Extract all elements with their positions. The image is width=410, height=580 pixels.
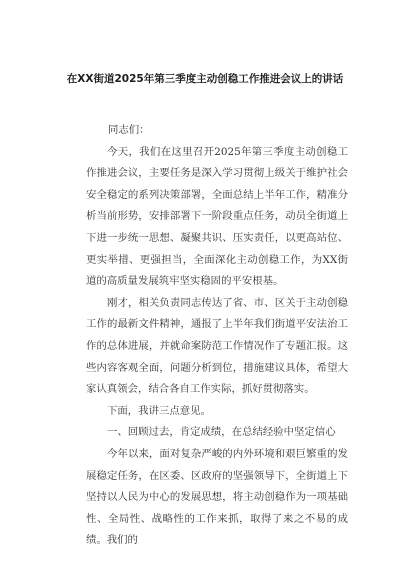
paragraph-review: 今年以来，面对复杂严峻的内外环境和艰巨繁重的发展稳定任务，在区委、区政府的坚强领导下，全街道上下坚持以人民为中心的发展思想，将主动创稳作为一项基础性、全局性、战略性的工作来抓，取得了来之不易的成绩。我们的 <box>86 447 348 547</box>
paragraph-report-summary: 刚才，相关负责同志传达了省、市、区关于主动创稳工作的最新文件精神，通报了上半年我们街道平安法治工作的总体进展，并就命案防范工作情况作了专题汇报。这些内容客观全面，问题分析到位，措施建议具体，希望大家认真领会，结合各自工作实际，抓好贯彻落实。 <box>86 296 348 396</box>
document-body <box>86 120 348 552</box>
paragraph-three-points: 下面，我讲三点意见。 <box>107 404 211 417</box>
paragraph-opening: 今天，我们在这里召开2025年第三季度主动创稳工作推进会议，主要任务是深入学习贯彻上级关于维护社会安全稳定的系列决策部署，全面总结上半年工作，精准分析当前形势，安排部署下一阶段重点任务，动员全街道上下进一步统一思想、凝聚共识、压实责任，以更高站位、更实举措、更强担当，全面深化主动创稳工作，为XX街道的高质量发展筑牢坚实稳固的平安根基。 <box>86 145 348 288</box>
document-title: 在XX街道2025年第三季度主动创稳工作推进会议上的讲话 <box>66 73 344 85</box>
section-heading-one: 一、回顾过去，肯定成绩，在总结经验中坚定信心 <box>107 426 336 439</box>
salutation: 同志们： <box>108 124 150 136</box>
